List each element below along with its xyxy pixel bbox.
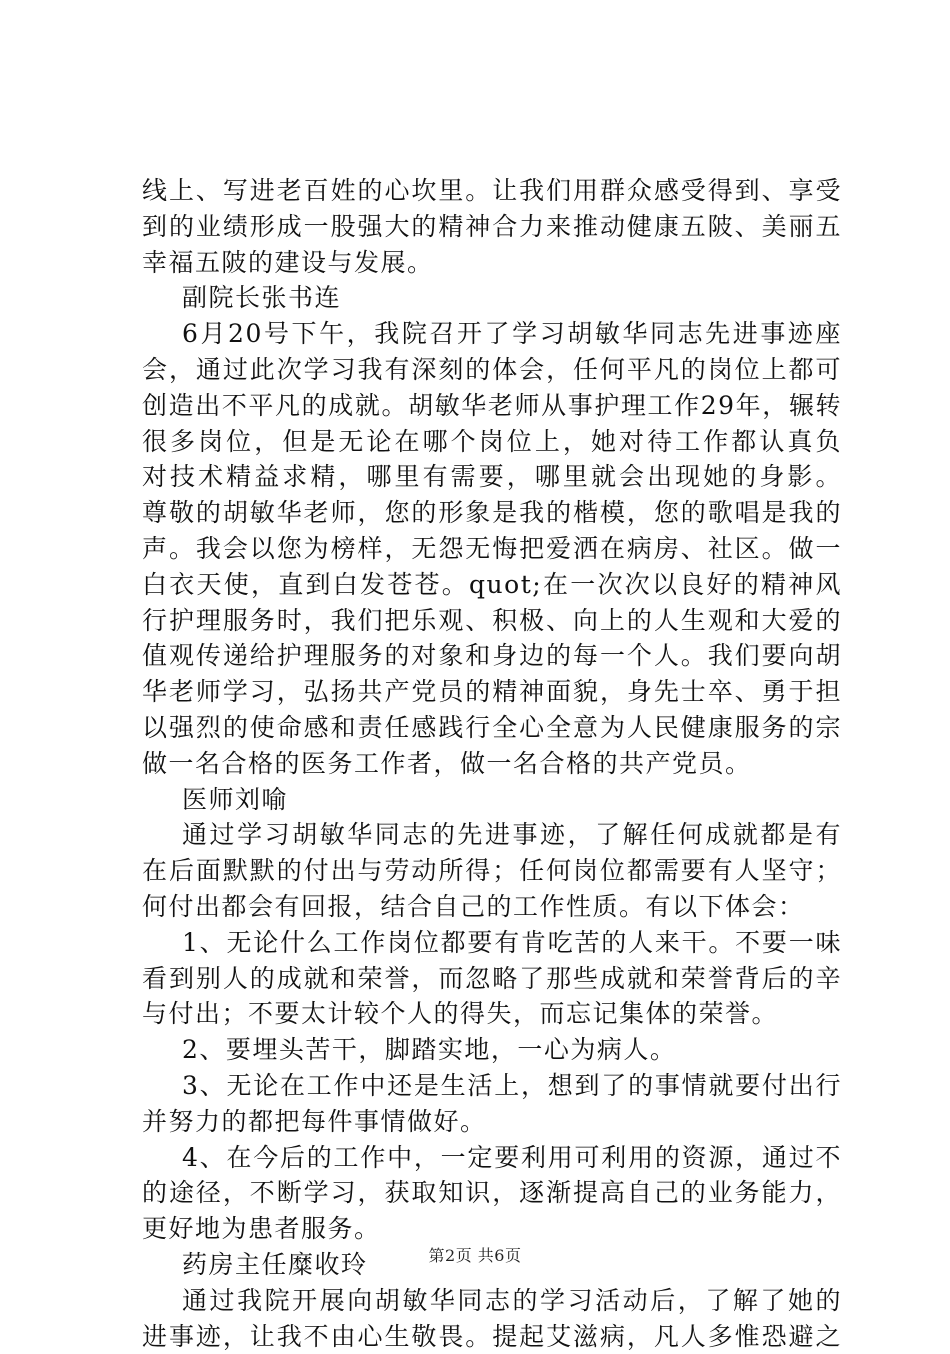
- section-author-heading: 副院长张书连: [142, 280, 842, 316]
- section-author-heading: 药房主任糜收玲: [142, 1247, 842, 1283]
- text-line: 以强烈的使命感和责任感践行全心全意为人民健康服务的宗: [142, 710, 842, 746]
- text-line: 对技术精益求精，哪里有需要，哪里就会出现她的身影。: [142, 459, 842, 495]
- text-line: 在后面默默的付出与劳动所得；任何岗位都需要有人坚守；: [142, 853, 842, 889]
- text-line: 白衣天使，直到白发苍苍。quot;在一次次以良好的精神风: [142, 567, 842, 603]
- text-line: 值观传递给护理服务的对象和身边的每一个人。我们要向胡: [142, 638, 842, 674]
- text-line: 何付出都会有回报，结合自己的工作性质。有以下体会：: [142, 889, 842, 925]
- list-item-line: 4、在今后的工作中，一定要利用可利用的资源，通过不: [142, 1140, 842, 1176]
- text-line: 与付出；不要太计较个人的得失，而忘记集体的荣誉。: [142, 996, 842, 1032]
- text-line: 进事迹，让我不由心生敬畏。提起艾滋病，凡人多惟恐避之: [142, 1319, 842, 1354]
- text-line: 看到别人的成就和荣誉，而忽略了那些成就和荣誉背后的辛: [142, 961, 842, 997]
- text-line: 华老师学习，弘扬共产党员的精神面貌，身先士卒、勇于担: [142, 674, 842, 710]
- text-line: 线上、写进老百姓的心坎里。让我们用群众感受得到、享受: [142, 173, 842, 209]
- text-line: 会，通过此次学习我有深刻的体会，任何平凡的岗位上都可: [142, 352, 842, 388]
- text-line: 更好地为患者服务。: [142, 1211, 842, 1247]
- text-line: 很多岗位，但是无论在哪个岗位上，她对待工作都认真负: [142, 424, 842, 460]
- list-item-line: 3、无论在工作中还是生活上，想到了的事情就要付出行: [142, 1068, 842, 1104]
- text-line: 声。我会以您为榜样，无怨无悔把爱洒在病房、社区。做一: [142, 531, 842, 567]
- text-line: 行护理服务时，我们把乐观、积极、向上的人生观和大爱的: [142, 603, 842, 639]
- text-line: 到的业绩形成一股强大的精神合力来推动健康五陂、美丽五: [142, 209, 842, 245]
- text-line: 并努力的都把每件事情做好。: [142, 1104, 842, 1140]
- text-line: 幸福五陂的建设与发展。: [142, 245, 842, 281]
- text-line: 做一名合格的医务工作者，做一名合格的共产党员。: [142, 746, 842, 782]
- list-item-line: 2、要埋头苦干，脚踏实地，一心为病人。: [142, 1032, 842, 1068]
- document-body: [142, 173, 842, 1354]
- list-item-line: 1、无论什么工作岗位都要有肯吃苦的人来干。不要一味: [142, 925, 842, 961]
- text-line: 尊敬的胡敏华老师，您的形象是我的楷模，您的歌唱是我的: [142, 495, 842, 531]
- paragraph-start-line: 通过学习胡敏华同志的先进事迹，了解任何成就都是有: [142, 817, 842, 853]
- paragraph-start-line: 通过我院开展向胡敏华同志的学习活动后，了解了她的: [142, 1283, 842, 1319]
- section-author-heading: 医师刘喻: [142, 782, 842, 818]
- page-number-footer: 第2页 共6页: [0, 1243, 950, 1266]
- text-line: 创造出不平凡的成就。胡敏华老师从事护理工作29年，辗转: [142, 388, 842, 424]
- text-line: 的途径，不断学习，获取知识，逐渐提高自己的业务能力，: [142, 1175, 842, 1211]
- paragraph-start-line: 6月20号下午，我院召开了学习胡敏华同志先进事迹座: [142, 316, 842, 352]
